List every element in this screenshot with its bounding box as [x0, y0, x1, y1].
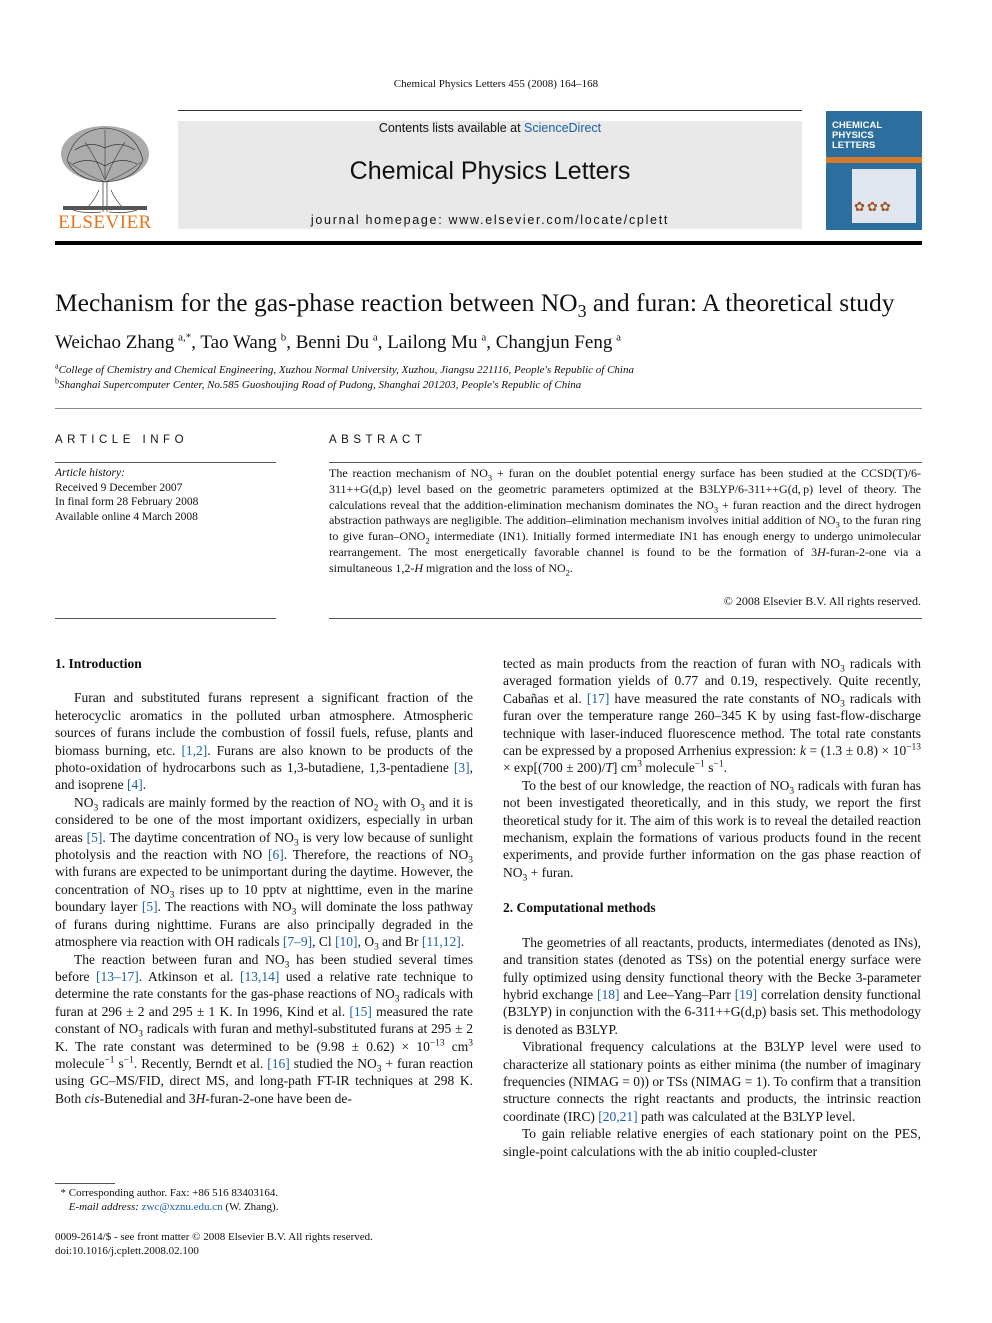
article-info-rule — [55, 462, 276, 463]
abstract-heading: ABSTRACT — [329, 434, 427, 446]
citation-link[interactable]: [13,14] — [239, 968, 280, 984]
elsevier-wordmark: ELSEVIER — [58, 212, 152, 233]
citation-link[interactable]: [19] — [734, 986, 758, 1002]
citation-link[interactable]: [5] — [141, 899, 158, 915]
citation-link[interactable]: [18] — [596, 986, 620, 1002]
paragraph: Vibrational frequency calculations at the B3LYP level were used to characterize all stationary points as either minima (the number of imaginary frequencies (NIMAG = 0)) or TSs (NIMAG = 1). To confirm that a transition structure connects the right reactants and products, the intrinsic reaction coordinate (IRC) [20,21] path was calculated at the B3LYP level. — [503, 1039, 921, 1124]
author-affil-mark[interactable]: b — [280, 331, 287, 344]
journal-title: Chemical Physics Letters — [349, 157, 631, 185]
author-list: Weichao Zhang $^{a,*}$, Tao Wang $^b$, Benni Du $^a$, Lailong Mu $^a$, Changjun Feng $^a$ — [55, 331, 622, 353]
article-history — [55, 466, 198, 524]
citation-link[interactable]: [15] — [349, 1003, 372, 1019]
footnote-mark: * — [60, 1187, 66, 1199]
affil-mark: b — [55, 376, 59, 386]
citation-link[interactable]: [5] — [86, 829, 103, 845]
author-name: Weichao Zhang — [55, 332, 175, 353]
citation-link[interactable]: [4] — [126, 777, 143, 793]
article-info-heading: ARTICLE INFO — [55, 434, 189, 446]
email-label: E-mail address: — [68, 1201, 139, 1213]
article-title — [55, 288, 895, 322]
citation-link[interactable]: [1,2] — [181, 742, 208, 758]
citation-link[interactable]: [10] — [335, 934, 358, 950]
revised-date: In final form 28 February 2008 — [55, 496, 199, 508]
header-rule — [178, 110, 802, 111]
author-affil-mark[interactable]: a — [372, 331, 378, 344]
author-affil-mark[interactable]: a — [481, 331, 487, 344]
affil-text: Shanghai Supercomputer Center, No.585 Guoshoujing Road of Pudong, Shanghai 201203, People's Republic of China — [59, 379, 582, 391]
author-name: Benni Du — [295, 332, 370, 353]
cover-title — [832, 121, 918, 151]
citation-link[interactable]: [11,12] — [421, 934, 461, 950]
title-text: Mechanism for the gas-phase reaction between NO — [55, 288, 578, 317]
citation-link[interactable]: [7–9] — [282, 934, 313, 950]
abstract-rule — [329, 462, 922, 463]
journal-cover — [826, 111, 922, 230]
running-head: Chemical Physics Letters 455 (2008) 164–168 — [393, 78, 599, 90]
contents-prefix: Contents lists available at — [378, 121, 525, 135]
author-affil-mark[interactable]: a — [616, 331, 622, 344]
email-note — [55, 1200, 278, 1214]
author-name: Changjun Feng — [495, 332, 613, 353]
citation-link[interactable]: [6] — [268, 847, 284, 863]
title-tail: and furan: A theoretical study — [586, 288, 895, 317]
citation-link[interactable]: [17] — [586, 690, 610, 706]
author-name: Lailong Mu — [387, 332, 478, 353]
corresponding-author-note — [55, 1186, 278, 1200]
body-column-left — [55, 655, 473, 1107]
contents-line — [178, 121, 802, 135]
masthead-rule — [55, 241, 922, 245]
doi-line[interactable]: doi:10.1016/j.cplett.2008.02.100 — [55, 1245, 199, 1257]
section-heading-methods: 2. Computational methods — [503, 900, 656, 916]
citation-link[interactable]: [13–17] — [96, 968, 139, 984]
history-label: Article history: — [55, 467, 125, 479]
front-matter-line: 0009-2614/$ - see front matter © 2008 Elsevier B.V. All rights reserved. — [55, 1231, 373, 1243]
sciencedirect-link[interactable]: ScienceDirect — [524, 121, 602, 135]
citation-link[interactable]: [3] — [453, 760, 470, 776]
paragraph: tected as main products from the reaction of furan with $NO_3$ radicals with averaged formation yields of 0.77 and 0.19, respectively. Quite recently, Cabañas et al. [17] have measured the rate constants of $NO_3$ radicals with furan over the temperature range 260–345 K by using fast-flow-discharge technique with laser-induced fluorescence method. The total rate constants can be expressed by a proposed Arrhenius expression: $k = (1.3 \pm 0.8) \times 10^{-13} \times \exp[(700 \pm 200)/T]$ $cm^3$ molecule$^{-1}$ $s^{-1}$. — [503, 656, 922, 776]
section-heading-introduction: 1. Introduction — [55, 656, 142, 671]
received-date: Received 9 December 2007 — [55, 481, 183, 494]
online-date: Available online 4 March 2008 — [55, 510, 198, 523]
article-info-rule — [55, 618, 276, 619]
footnote-rule — [55, 1183, 115, 1184]
corresponding-text: Corresponding author. Fax: +86 516 83403164. — [68, 1187, 279, 1199]
paragraph: To gain reliable relative energies of each stationary point on the PES, single-point calculations with the ab initio coupled-cluster — [503, 1126, 921, 1159]
abstract-rule — [329, 618, 922, 619]
paragraph: The reaction between furan and $NO_3$ has been studied several times before [13–17]. Atkinson et al. [13,14] used a relative rate technique to determine the rate constants for the gas-phase reactions of $NO_3$ radicals with furan at 296 ± 2 and 295 ± 1 K. In 1996, Kind et al. [15] measured the rate constant of $NO_3$ radicals with furan and methyl-substituted furans at 295 ± 2 K. The rate constant was determined to be $(9.98 \pm 0.62) \times 10^{-13}$ $cm^3$ molecule$^{-1}$ $s^{-1}$. Recently, Berndt et al. [16] studied the $NO_3$ + furan reaction using GC–MS/FID, direct MS, and long-path FT-IR techniques at 298 K. Both cis-Butenedial and 3H-furan-2-one have been de- — [55, 951, 474, 1106]
cover-title-line: LETTERS — [832, 140, 876, 151]
title-subscript: 3 — [577, 301, 587, 322]
cover-stripe — [826, 157, 922, 163]
paragraph: Furan and substituted furans represent a significant fraction of the heterocyclic aromatics in the polluted urban atmosphere. Atmospheric sources of furans include the combustion of fossil fuels, refuse, plants and biomass burning, etc. [1,2]. Furans are also known to be products of the photo-oxidation of hydrocarbons such as 1,3-butadiene, 1,3-pentadiene [3], and isoprene [4]. — [55, 690, 473, 793]
affil-text: College of Chemistry and Chemical Engineering, Xuzhou Normal University, Xuzhou, Jiangsu 221116, People's Republic of China — [58, 364, 634, 376]
email-tail: (W. Zhang). — [225, 1201, 279, 1213]
body-column-right — [503, 655, 921, 1160]
citation-link[interactable]: [20,21] — [598, 1108, 638, 1124]
paragraph: The geometries of all reactants, products, intermediates (denoted as INs), and transition states (denoted as TSs) on the potential energy surface were fully optimized using density functional theory with the Becke 3-parameter hybrid exchange [18] and Lee–Yang–Parr [19] correlation density functional (B3LYP) in conjunction with the 6-311++G(d,p) basis set. This methodology is denoted as B3LYP. — [503, 934, 921, 1037]
cover-title-line: CHEMICAL — [832, 120, 883, 131]
affiliation-rule — [55, 408, 922, 409]
footnote — [55, 1186, 278, 1214]
cover-molecules-icon: ✿✿✿ — [854, 199, 893, 214]
paragraph: To the best of our knowledge, the reaction of $NO_3$ radicals with furan has not been investigated theoretically, and in this study, we report the first theoretical study for it. The aim of this work is to reveal the detailed reaction mechanism, explain the formations of various products found in the recent experiments, and provide further information on the gas phase reaction of $NO_3$ + furan. — [503, 777, 921, 884]
email-link[interactable]: zwc@xznu.edu.cn — [141, 1201, 223, 1213]
paragraph: $NO_3$ radicals are mainly formed by the reaction of $NO_2$ with $O_3$ and it is considered to be one of the most important oxidizers, especially in urban areas [5]. The daytime concentration of $NO_3$ is very low because of sunlight photolysis and the reaction with NO [6]. Therefore, the reactions of $NO_3$ with furans are expected to be unimportant during the daytime. However, the concentration of $NO_3$ rises up to 10 pptv at nighttime, even in the marine boundary layer [5]. The reactions with $NO_3$ will dominate the loss pathway of furans during nighttime. Furans are also principally degraded in the atmosphere via reaction with OH radicals [7–9], Cl [10], $O_3$ and Br [11,12]. — [55, 794, 474, 953]
cover-title-line: PHYSICS — [832, 130, 874, 141]
abstract-text: The reaction mechanism of $NO_3$ + furan on the doublet potential energy surface has been studied at the CCSD(T)/6-311++G(d,p) level based on the geometric parameters optimized at the B3LYP/6-311++G(d, p) level of theory. The calculations reveal that the addition-elimination mechanism dominates the $NO_3$ + furan reaction and the direct hydrogen abstraction pathways are negligible. The addition–elimination mechanism involves initial addition of $NO_3$ to the furan ring to give furan–$ONO_2$ intermediate (IN1). Initially formed intermediate IN1 has enough energy to undergo unimolecular rearrangement. The most energetically favorable channel is found to be the formation of 3H-furan-2-one via a simultaneous 1,2-H migration and the loss of $NO_2$. — [329, 466, 921, 578]
issn-doi — [55, 1230, 373, 1258]
citation-link[interactable]: [16] — [267, 1055, 290, 1071]
author-affil-mark[interactable]: a,* — [178, 331, 192, 344]
journal-homepage[interactable]: journal homepage: www.elsevier.com/locate/cplett — [310, 213, 670, 227]
copyright-notice: © 2008 Elsevier B.V. All rights reserved. — [723, 594, 921, 608]
affil-mark: a — [55, 361, 59, 371]
affiliation-a — [55, 361, 634, 376]
author-name: Tao Wang — [200, 332, 277, 353]
affiliation-b — [55, 376, 582, 391]
